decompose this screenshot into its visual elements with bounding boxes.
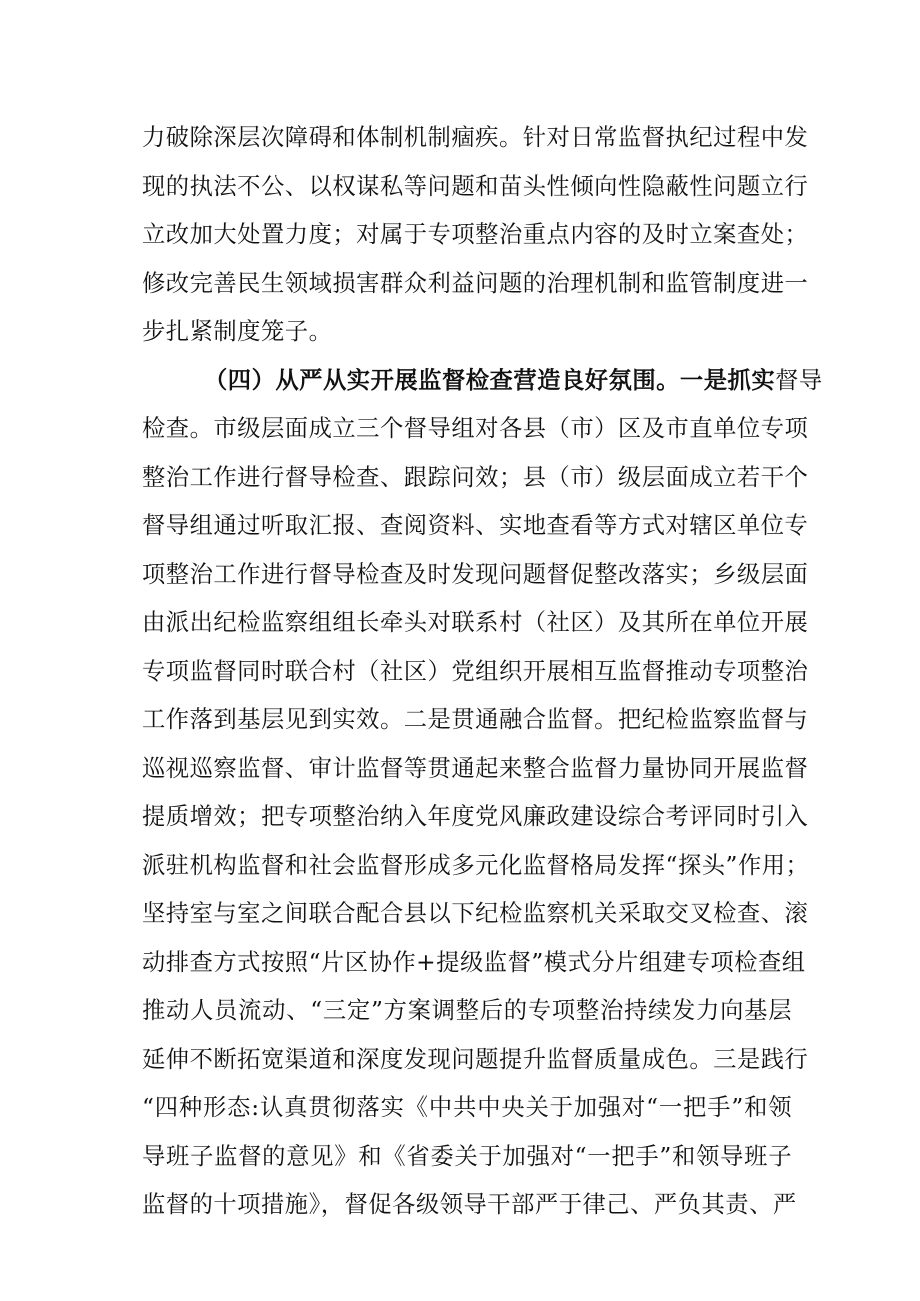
text-line: 检查。市级层面成立三个督导组对各县（市）区及市直单位专项 <box>142 415 809 442</box>
text-line: 坚持室与室之间联合配合县以下纪检监察机关采取交叉检查、滚 <box>142 900 809 927</box>
text-line: 延伸不断拓宽渠道和深度发现问题提升监督质量成色。三是践行 <box>142 1045 809 1073</box>
heading-continuation: 督导 <box>775 366 823 394</box>
text-line: 项整治工作进行督导检查及时发现问题督促整改落实；乡级层面 <box>142 560 809 588</box>
text-line: 导班子监督的意见》和《省委关于加强对“一把手”和领导班子 <box>142 1142 792 1170</box>
document-body <box>142 114 823 1230</box>
text-line: 整治工作进行督导检查、跟踪问效；县（市）级层面成立若干个 <box>142 463 809 491</box>
text-line: 督导组通过听取汇报、查阅资料、实地查看等方式对辖区单位专 <box>142 512 809 539</box>
section-heading-line <box>142 357 823 406</box>
text-line: 提质增效；把专项整治纳入年度党风廉政建设综合考评同时引入 <box>142 803 809 830</box>
text-line: 步扎紧制度笼子。 <box>142 318 333 345</box>
text-line: 现的执法不公、以权谋私等问题和苗头性倾向性隐蔽性问题立行 <box>142 172 809 200</box>
text-line: 力破除深层次障碍和体制机制痼疾。针对日常监督执纪过程中发 <box>142 124 809 151</box>
text-line: 推动人员流动、“三定”方案调整后的专项整治持续发力向基层 <box>142 997 792 1024</box>
text-line: 专项监督同时联合村（社区）党组织开展相互监督推动专项整治 <box>142 657 809 685</box>
text-line: 工作落到基层见到实效。二是贯通融合监督。把纪检监察监督与 <box>142 706 809 733</box>
text-line: 立改加大处置力度；对属于专项整治重点内容的及时立案查处； <box>142 221 809 248</box>
text-line: 派驻机构监督和社会监督形成多元化监督格局发挥“探头”作用； <box>142 851 810 879</box>
text-line: “四种形态:认真贯彻落实《中共中央关于加强对“一把手”和领 <box>142 1094 793 1121</box>
text-line: 动排查方式按照“片区协作+提级监督”模式分片组建专项检查组 <box>142 948 806 976</box>
text-line: 由派出纪检监察组组长牵头对联系村（社区）及其所在单位开展 <box>142 609 809 636</box>
text-line: 巡视巡察监督、审计监督等贯通起来整合监督力量协同开展监督 <box>142 754 809 782</box>
text-line: 监督的十项措施》，督促各级领导干部严于律己、严负其责、严 <box>142 1191 797 1218</box>
text-line: 修改完善民生领域损害群众利益问题的治理机制和监管制度进一 <box>142 269 809 297</box>
section-heading: （四）从严从实开展监督检查营造良好氛围。一是抓实 <box>204 366 776 394</box>
